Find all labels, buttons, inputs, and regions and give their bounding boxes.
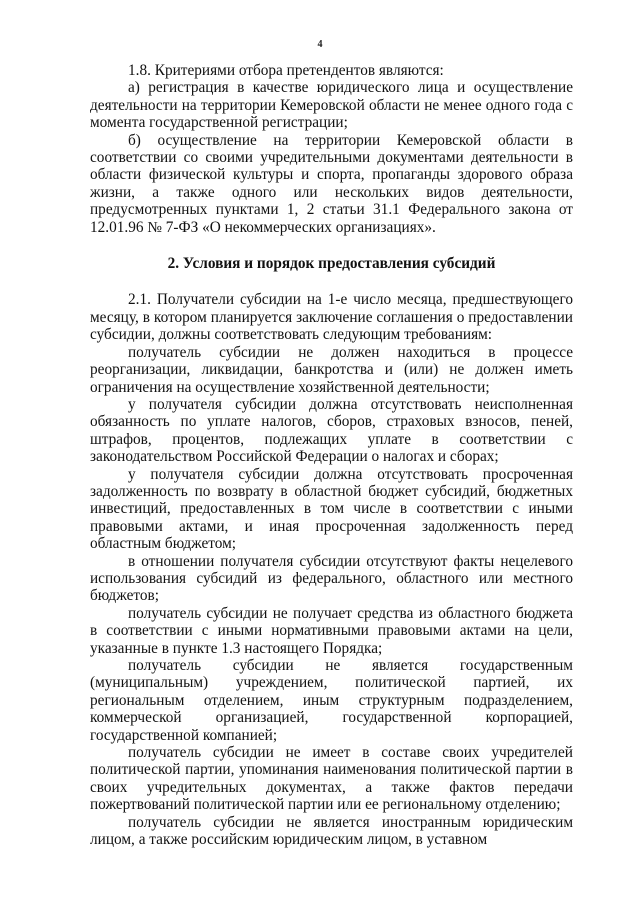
requirement-not-state-institution: получатель субсидии не является государственным (муниципальным) учреждением, политической партией, их региональным отделением, иным структурным подразделением, коммерческой организацией, государственной корпорацией, государственной компанией;	[90, 657, 573, 744]
document-body	[90, 62, 573, 848]
section-2-heading: 2. Условия и порядок предоставления субсидий	[167, 255, 496, 273]
requirement-no-political-party: получатель субсидии не имеет в составе своих учредителей политической партии, упоминания наименования политической партии в своих учредительных документах, а также фактов передачи пожертвований политической партии или ее региональному отделению;	[90, 744, 573, 814]
requirement-no-other-funding: получатель субсидии не получает средства из областного бюджета в соответствии с иными нормативными правовыми актами на цели, указанные в пункте 1.3 настоящего Порядка;	[90, 604, 573, 657]
requirement-not-foreign-entity: получатель субсидии не является иностранным юридическим лицом, а также российским юридическим лицом, в уставном	[90, 813, 573, 849]
paragraph-2-1: 2.1. Получатели субсидии на 1-е число месяца, предшествующего месяцу, в котором планируется заключение соглашения о предоставлении субсидии, должны соответствовать следующим требованиям:	[90, 291, 573, 344]
criterion-b: б) осуществление на территории Кемеровской области в соответствии со своими учредительными документами деятельности в области физической культуры и спорта, пропаганды здорового образа жизни, а также одного или нескольких видов деятельности, предусмотренных пунктами 1, 2 статьи 31.1 Федерального закона от 12.01.96 № 7-ФЗ «О некоммерческих организациях».	[90, 131, 573, 236]
paragraph-1-8: 1.8. Критериями отбора претендентов являются:	[128, 62, 444, 79]
criterion-a: а) регистрация в качестве юридического лица и осуществление деятельности на территории Кемеровской области не менее одного года с момента государственной регистрации;	[90, 79, 573, 132]
requirement-no-tax-debt: у получателя субсидии должна отсутствовать неисполненная обязанность по уплате налогов, сборов, страховых взносов, пеней, штрафов, процентов, подлежащих уплате в соответствии с законодательством Российской Федерации о налогах и сборах;	[90, 395, 573, 466]
requirement-no-budget-debt: у получателя субсидии должна отсутствовать просроченная задолженность по возврату в областной бюджет субсидий, бюджетных инвестиций, предоставленных в том числе в соответствии с иными правовыми актами, и иная просроченная задолженность перед областным бюджетом;	[90, 465, 573, 553]
requirement-no-misuse: в отношении получателя субсидии отсутствуют факты нецелевого использования субсидий из федерального, областного или местного бюджетов;	[90, 552, 573, 605]
page-number: 4	[317, 39, 323, 50]
requirement-no-reorganization: получатель субсидии не должен находиться в процессе реорганизации, ликвидации, банкротства и (или) не должен иметь ограничения на осуществление хозяйственной деятельности;	[90, 343, 573, 396]
